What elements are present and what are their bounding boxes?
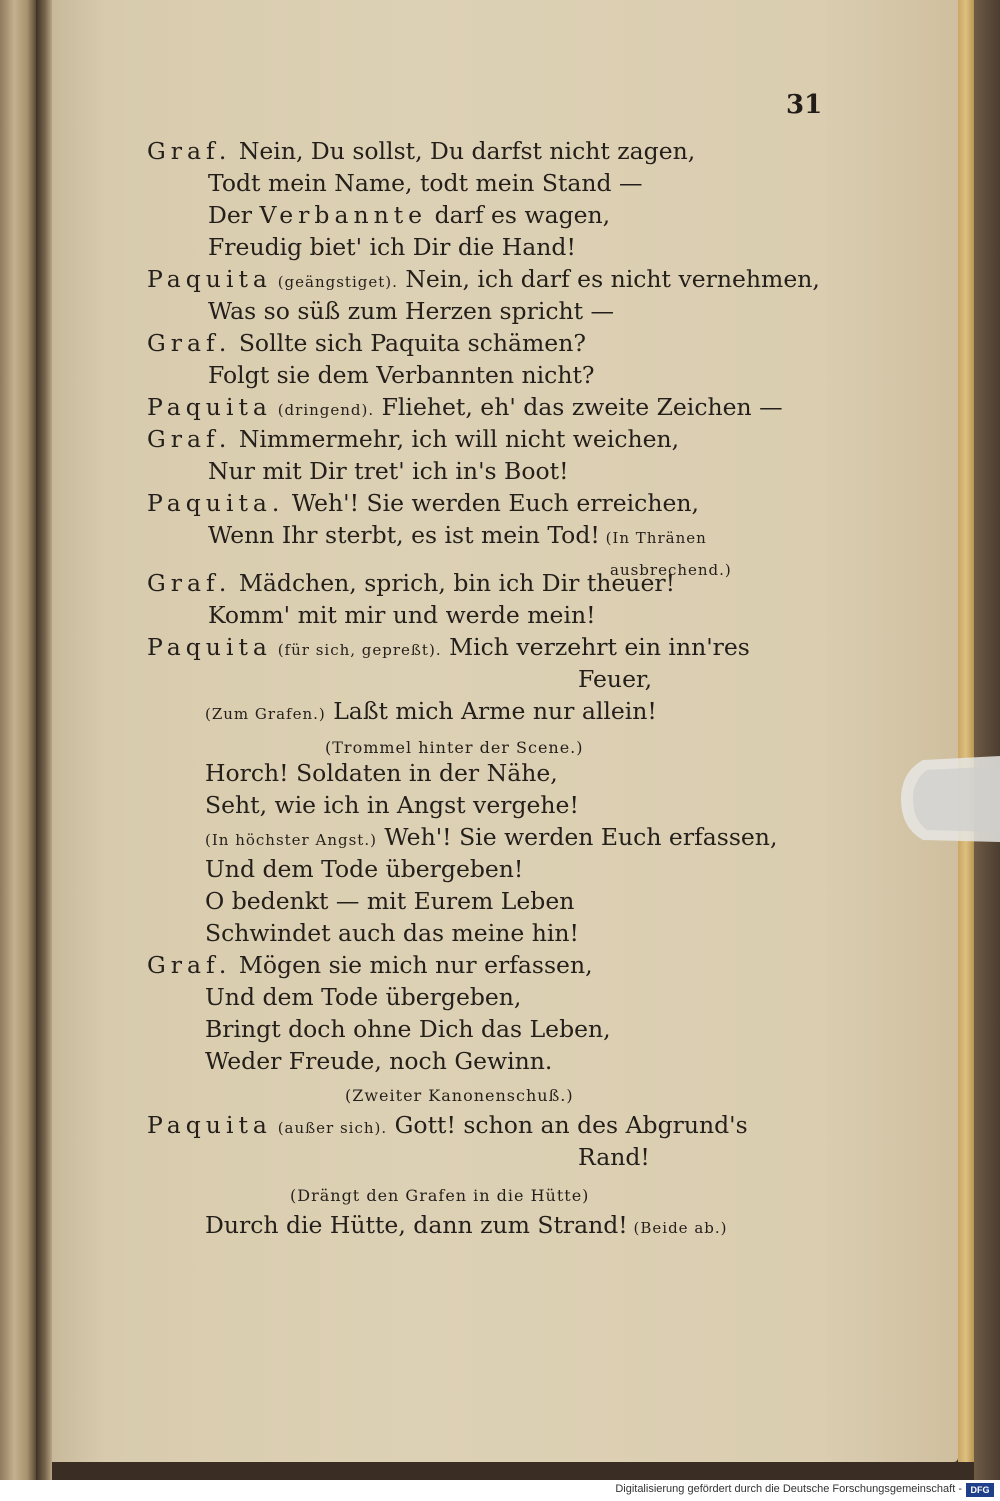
verse-text: Was so süß zum Herzen spricht — (208, 297, 615, 325)
text-line (205, 1211, 727, 1239)
verse-text: Mädchen, sprich, bin ich Dir theuer! (231, 569, 676, 597)
text-line (290, 1179, 589, 1207)
verse-text: Bringt doch ohne Dich das Leben, (205, 1015, 611, 1043)
verse-text: Weh'! Sie werden Euch erfassen, (376, 823, 778, 851)
verse-text: Sollte sich Paquita schämen? (231, 329, 586, 357)
text-line (205, 1015, 611, 1043)
funding-note: Digitalisierung gefördert durch die Deutsche Forschungsgemeinschaft - (615, 1483, 962, 1495)
text-line (147, 393, 783, 421)
stage-direction: (Zweiter Kanonenschuß.) (345, 1086, 574, 1105)
page-edge-strip (958, 0, 974, 1462)
verse-text: Komm' mit mir und werde mein! (208, 601, 596, 629)
stage-direction: (Zum Grafen.) (205, 705, 326, 723)
verse-text: O bedenkt — mit Eurem Leben (205, 887, 575, 915)
stage-direction: (dringend). (271, 401, 375, 419)
text-line (147, 569, 675, 597)
stage-direction: (In höchster Angst.) (205, 831, 377, 849)
verse-text: Nimmermehr, ich will nicht weichen, (231, 425, 680, 453)
left-page-edge (0, 0, 36, 1480)
text-line (208, 361, 595, 389)
speaker-name: Paquita (147, 1111, 272, 1139)
speaker-name: Graf. (147, 425, 232, 453)
text-line (147, 137, 695, 165)
text-line (208, 169, 643, 197)
page-number: 31 (786, 90, 823, 120)
stage-direction: (In Thränen (599, 529, 707, 547)
stage-direction: (geängstiget). (271, 273, 398, 291)
text-line (205, 759, 558, 787)
text-line (208, 601, 596, 629)
verse-text: Weder Freude, noch Gewinn. (205, 1047, 553, 1075)
speaker-name: Graf. (147, 951, 232, 979)
stage-direction: (außer sich). (271, 1119, 388, 1137)
verse-text: Schwindet auch das meine hin! (205, 919, 579, 947)
verse-text: Seht, wie ich in Angst vergehe! (205, 791, 579, 819)
verse-text: Der (208, 201, 260, 229)
speaker-name: Paquita (147, 633, 272, 661)
text-line (205, 791, 579, 819)
text-line (147, 951, 593, 979)
text-line (147, 265, 820, 293)
speaker-name: Paquita. (147, 489, 285, 517)
stage-direction: ausbrechend.) (610, 561, 732, 579)
verse-text: Wenn Ihr sterbt, es ist mein Tod! (208, 521, 600, 549)
speaker-name: Paquita (147, 393, 272, 421)
verse-text: Mögen sie mich nur erfassen, (231, 951, 593, 979)
verse-text: Nein, Du sollst, Du darfst nicht zagen, (231, 137, 696, 165)
text-line (205, 823, 777, 851)
verse-text: Todt mein Name, todt mein Stand — (208, 169, 643, 197)
stage-direction: (Drängt den Grafen in die Hütte) (290, 1186, 590, 1205)
text-line (205, 887, 574, 915)
verse-text: Mich verzehrt ein inn'res (441, 633, 750, 661)
speaker-name: Paquita (147, 265, 272, 293)
text-line (325, 731, 584, 759)
verse-text: Feuer, (578, 665, 653, 693)
text-line (208, 233, 576, 261)
verse-text: Durch die Hütte, dann zum Strand! (205, 1211, 628, 1239)
stage-direction: (Beide ab.) (627, 1219, 728, 1237)
text-line (578, 665, 652, 693)
verse-text: Fliehet, eh' das zweite Zeichen — (374, 393, 783, 421)
speaker-name: Graf. (147, 137, 232, 165)
verse-text: Und dem Tode übergeben, (205, 983, 522, 1011)
verse-text: Folgt sie dem Verbannten nicht? (208, 361, 595, 389)
text-line (205, 1047, 552, 1075)
text-line (208, 521, 707, 549)
text-line (208, 297, 614, 325)
text-line (205, 983, 521, 1011)
text-line (147, 489, 699, 517)
stage-direction: (für sich, gepreßt). (271, 641, 442, 659)
scanner-clip (893, 752, 1000, 847)
stage-direction: (Trommel hinter der Scene.) (325, 738, 584, 757)
text-line (208, 457, 569, 485)
speaker-name: Graf. (147, 569, 232, 597)
speaker-name: Graf. (147, 329, 232, 357)
verse-text: Weh'! Sie werden Euch erreichen, (284, 489, 699, 517)
text-line (147, 633, 750, 661)
footer-bar (0, 1480, 1000, 1501)
speaker-name: Verbannte (259, 201, 428, 229)
verse-text: Horch! Soldaten in der Nähe, (205, 759, 558, 787)
text-line (205, 697, 657, 725)
verse-text: Nur mit Dir tret' ich in's Boot! (208, 457, 569, 485)
verse-text: Freudig biet' ich Dir die Hand! (208, 233, 576, 261)
verse-text: darf es wagen, (427, 201, 611, 229)
text-line (205, 919, 579, 947)
verse-text: Laßt mich Arme nur allein! (325, 697, 657, 725)
text-line (147, 329, 586, 357)
verse-text: Nein, ich darf es nicht vernehmen, (397, 265, 820, 293)
text-line (578, 1143, 650, 1171)
verse-text: Und dem Tode übergeben! (205, 855, 524, 883)
dfg-logo: DFG (966, 1483, 994, 1497)
text-line (205, 855, 523, 883)
text-line (147, 1111, 748, 1139)
book-cover-edge (974, 0, 1000, 1480)
text-line (208, 201, 610, 229)
verse-text: Rand! (578, 1143, 650, 1171)
text-line (147, 425, 679, 453)
text-line (345, 1079, 574, 1107)
book-gutter (36, 0, 52, 1480)
verse-text: Gott! schon an des Abgrund's (387, 1111, 748, 1139)
